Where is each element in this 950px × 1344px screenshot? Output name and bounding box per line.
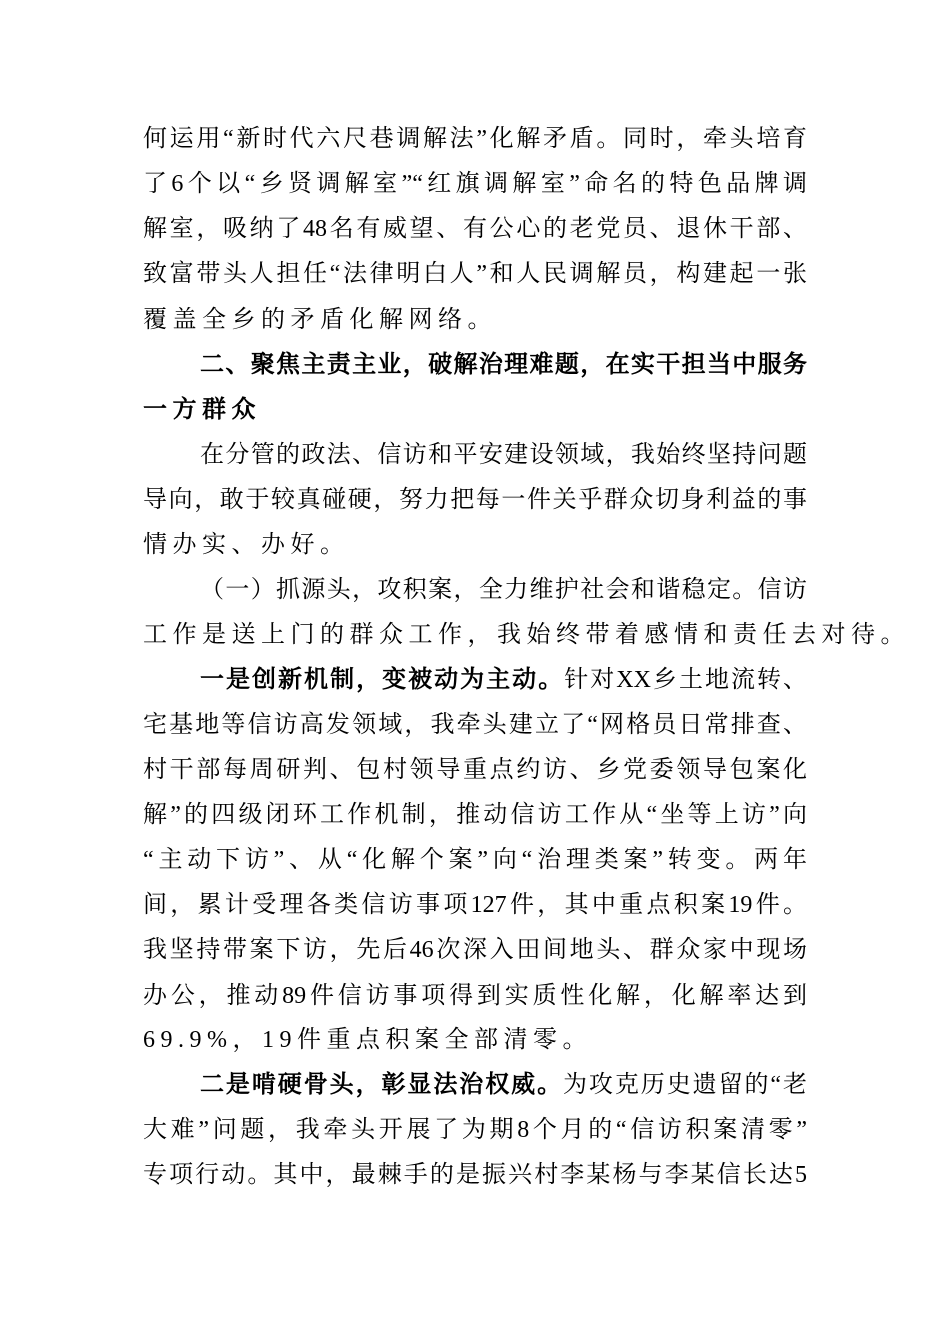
body-text: 间，累计受理各类信访事项127件，其中重点积案19件。 [143,892,807,918]
text-line [200,575,807,605]
text-line [143,1025,807,1055]
body-text: 致富带头人担任“法律明白人”和人民调解员，构建起一张 [143,261,807,287]
text-line [143,1115,807,1145]
text-line [143,620,910,650]
text-line [143,530,807,560]
body-text: 何运用“新时代六尺巷调解法”化解矛盾。同时，牵头培育 [143,126,807,152]
text-line [200,1070,807,1100]
body-text: 69.9%，19件重点积案全部清零。 [143,1027,592,1053]
bold-heading-text: 一方群众 [143,397,261,423]
text-line [143,890,807,920]
body-text: 解室，吸纳了48名有威望、有公心的老党员、退休干部、 [143,216,807,242]
text-line [143,169,807,199]
body-text: 宅基地等信访高发领域，我牵头建立了“网格员日常排查、 [143,712,807,738]
text-line [143,1160,807,1190]
text-line [143,800,807,830]
body-text: 了6个以“乡贤调解室”“红旗调解室”命名的特色品牌调 [143,171,807,197]
body-text: 针对XX乡土地流转、 [564,667,808,693]
body-text: 导向，敢于较真碰硬，努力把每一件关乎群众切身利益的事 [143,487,807,513]
body-text: 专项行动。其中，最棘手的是振兴村李某杨与李某信长达5 [143,1162,807,1188]
body-text: 办公，推动89件信访事项得到实质性化解，化解率达到 [143,983,807,1009]
text-line [200,440,807,470]
bold-heading-text: 二、聚焦主责主业，破解治理难题，在实干担当中服务 [200,352,807,378]
text-line [143,710,807,740]
text-line [143,259,807,289]
text-line [143,485,807,515]
text-line [200,665,807,695]
text-line [143,214,807,244]
body-text: 情办实、办好。 [143,532,350,558]
body-text: 我坚持带案下访，先后46次深入田间地头、群众家中现场 [143,937,807,963]
body-text: 大难”问题，我牵头开展了为期8个月的“信访积案清零” [143,1117,807,1143]
body-text: 工作是送上门的群众工作，我始终带着感情和责任去对待。 [143,622,910,648]
text-line [143,935,807,965]
body-text: 村干部每周研判、包村领导重点约访、乡党委领导包案化 [143,757,807,783]
text-line [200,350,807,380]
text-line [143,981,807,1011]
text-line [143,124,807,154]
text-line [143,395,807,425]
bold-heading-text: 二是啃硬骨头，彰显法治权威。 [200,1072,563,1098]
body-text: （一）抓源头，攻积案，全力维护社会和谐稳定。信访 [200,577,807,603]
body-text: “主动下访”、从“化解个案”向“治理类案”转变。两年 [143,847,807,873]
text-line [143,755,807,785]
bold-heading-text: 一是创新机制，变被动为主动。 [200,667,565,693]
text-line [143,305,807,335]
body-text: 解”的四级闭环工作机制，推动信访工作从“坐等上访”向 [143,802,807,828]
text-line [143,845,807,875]
body-text: 为攻克历史遗留的“老 [563,1072,808,1098]
body-text: 在分管的政法、信访和平安建设领域，我始终坚持问题 [200,442,807,468]
body-text: 覆盖全乡的矛盾化解网络。 [143,307,497,333]
